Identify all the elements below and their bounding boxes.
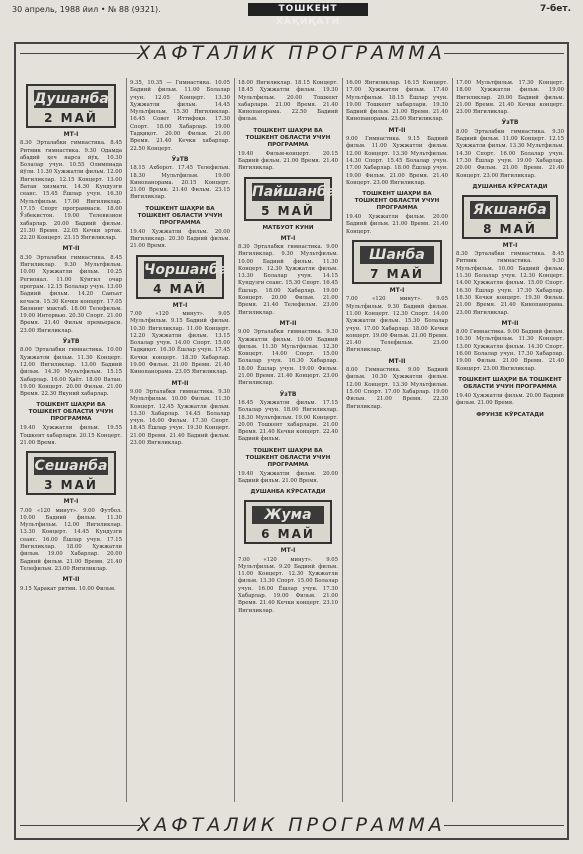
section-heading: ДУШАНБА КЎРСАТАДИ [250, 489, 326, 496]
day-name: Сешанба [34, 458, 108, 475]
day-heading-wednesday [136, 255, 229, 299]
channel-label: МТ-II [62, 576, 80, 584]
day-name: Жума [252, 506, 324, 524]
listing: 9.00 Эрталабки гимнастика. 9.30 Ҳужжатли фильм. 10.00 Бадиий фильм. 11.30 Мультфильм. 12.30 Концерт. 14.00 Спорт. 15.00 Болалар учун. 16.30 Хабарлар. 18.00 Ёшлар учун. 19.00 Фильм. 21.00 Время. 21.40 Концерт. 23.00 Янгиликлар. [238, 329, 338, 387]
page-number: 7-бет. [539, 4, 571, 14]
listing: 19.40 Ҳужжатли фильм. 19.55 Тошкент хабарлари. 20.15 Концерт. 21.00 Время. [20, 425, 122, 446]
section-heading: ТОШКЕНТ ШАҲРИ ВА ТОШКЕНТ ОБЛАСТИ УЧУН ПРОГРАММА [458, 376, 562, 390]
listing: 9.00 Гимнастика. 9.15 Бадиий фильм. 11.00 Ҳужжатли фильм. 12.00 Концерт. 13.30 Мультфильм. 14.30 Спорт. 15.45 Болалар учун. 17.00 Хабарлар. 18.00 Ёшлар учун. 19.00 Фильм. 21.00 Время. 21.40 Концерт. 23.00 Янгиликлар. [346, 136, 448, 186]
listing: 8.00 Эрталабки гимнастика. 9.30 Бадиий фильм. 11.00 Концерт. 12.15 Ҳужжатли фильм. 13.30 Мультфильм. 14.30 Спорт. 16.00 Болалар учун. 17.30 Ёшлар учун. 19.00 Хабарлар. 20.00 Фильм. 21.00 Время. 21.40 Концерт. 23.00 Янгиликлар. [456, 128, 564, 179]
channel-label: МТ-II [501, 319, 519, 327]
listing: 7.00 «120 минут». 9.05 Мультфильм. 9.20 Бадиий фильм. 11.00 Концерт. 12.30 Ҳужжатли фильм. 13.30 Спорт. 15.00 Болалар учун. 16.00 Ёшлар учун. 17.30 Хабарлар. 19.00 Фильм. 21.00 Время. 21.40 Кечки концерт. 23.10 Янгиликлар. [238, 556, 338, 614]
section-heading: ТОШКЕНТ ШАҲРИ ВА ТОШКЕНТ ОБЛАСТИ УЧУН ПРОГРАММА [137, 205, 223, 226]
channel-label: МТ-I [63, 498, 79, 506]
listing: 9.35, 10.35 — Гимнастика. 10.05 Бадиий фильм. 11.00 Болалар учун. 12.05 Концерт. 13.30 Ҳужжатли фильм. 14.45 Мультфильм. 15.30 Янгиликлар. 16.45 Совет Иттифоқи. 17.30 Спорт. 18.00 Хабарлар. 19.00 Тадқиқот. 20.00 Фильм. 21.00 Время. 21.40 Кечки хабарлар. 22.50 Концерт. [130, 80, 230, 152]
listing: 8.00 Эрталабки гимнастика. 10.00 Ҳужжатли фильм. 11.30 Концерт. 12.00 Янгиликлар. 13.00 Бадиий фильм. 14.30 Мультфильм. 15.15 Хабарлар. 16.00 Ҳаёт. 18.00 Ватан. 19.00 Концерт. 20.00 Фильм. 21.00 Время. 22.30 Якуний хабарлар. [20, 347, 122, 398]
column-rule [342, 78, 343, 802]
channel-label: МТ-II [279, 319, 297, 327]
banner-title: ХАФТАЛИК ПРОГРАММА [137, 42, 446, 64]
column-rule [452, 78, 453, 802]
day-heading-thursday [244, 177, 337, 221]
day-date: 5 МАЙ [261, 203, 315, 218]
day-heading-saturday [352, 240, 442, 284]
column-rule [234, 78, 235, 802]
banner-bottom [14, 808, 569, 838]
channel-label: МТ-I [172, 301, 188, 309]
banner-top [14, 36, 569, 66]
listing: 16.00 Янгиликлар. 16.15 Концерт. 17.00 Ҳужжатли фильм. 17.40 Мультфильм. 18.15 Ёшлар учун. 19.00 Тошкент хабарлари. 19.30 Бадиий фильм. 21.00 Время. 21.40 Кинопанорама. 23.00 Янгиликлар. [346, 80, 448, 123]
listing: 7.00 «120 минут». 9.00 Футбол. 10.00 Бадиий фильм. 11.30 Мультфильм. 12.00 Янгиликлар. 13.30 Концерт. 14.45 Кундузги сеанс. 16.00 Ёшлар учун. 17.15 Янгиликлар. 18.00 Ҳужжатли фильм. 19.00 Хабарлар. 20.00 Бадиий фильм. 21.00 Время. 21.40 Телефильм. 23.00 Янгиликлар. [20, 507, 122, 572]
column-2 [130, 80, 230, 806]
channel-label: МТ-I [63, 131, 79, 138]
channel-label: МТ-I [502, 241, 518, 249]
section-heading: ДУШАНБА КЎРСАТАДИ [472, 183, 548, 190]
channel-label: МТ-II [62, 245, 80, 253]
channel-label: ЎзТВ [279, 390, 297, 398]
issue-date: 30 апрель, 1988 йил • № 88 (9321). [12, 5, 161, 14]
channel-label: МТ-I [280, 547, 296, 555]
column-1 [20, 80, 122, 806]
day-name: Пайшанба [252, 183, 337, 200]
listing: 7.00 «120 минут». 9.05 Мультфильм. 9.15 Бадиий фильм. 10.30 Янгиликлар. 11.00 Концерт. 12.20 Ҳужжатли фильм. 13.15 Болалар учун. 14.00 Спорт. 15.00 Тадқиқот. 16.30 Ёшлар учун. 17.45 Кечки концерт. 18.30 Хабарлар. 19.00 Фильм. 21.00 Время. 21.40 Кинопанорама. 23.05 Янгиликлар. [130, 310, 230, 376]
section-heading: ТОШКЕНТ ШАҲРИ ВА ТОШКЕНТ ОБЛАСТИ УЧУН ПРОГРАММА [245, 127, 331, 148]
day-date: 3 МАЙ [44, 478, 98, 493]
listing: 19.40 Ҳужжатли фильм. 20.00 Бадиий фильм. 21.00 Время. [456, 392, 564, 407]
channel-label: МТ-II [171, 379, 189, 387]
listing: 9.15 Ҳаракат ритми. 10.00 Фильм. [20, 585, 116, 592]
listing: 8.30 Эрталабки гимнастика. 9.00 Янгиликлар. 9.30 Мультфильм. 10.00 Бадиий фильм. 11.30 Концерт. 12.30 Ҳужжатли фильм. 13.30 Болалар учун. 14.15 Кундузги сеанс. 15.30 Спорт. 16.45 Ёшлар. 18.00 Хабарлар. 19.00 Концерт. 20.00 Фильм. 21.00 Время. 21.40 Телефильм. 23.00 Янгиликлар. [238, 243, 338, 316]
day-date: 7 МАЙ [370, 267, 424, 282]
column-3 [238, 80, 338, 806]
channel-label: ЎзТВ [171, 155, 189, 163]
listing: 8.30 Эрталабки гимнастика. 8.45 Ритмик гимнастика. 9.30 Мультфильм. 10.00 Бадиий фильм. 11.30 Болалар учун. 12.30 Концерт. 14.00 Ҳужжатли фильм. 15.00 Спорт. 16.30 Ёшлар учун. 17.30 Хабарлар. 18.30 Кечки концерт. 19.30 Фильм. 21.00 Время. 21.40 Кинопанорама. 23.00 Янгиликлар. [456, 251, 564, 316]
masthead [0, 0, 583, 27]
channel-label: ЎзТВ [501, 119, 519, 127]
listing: 8.00 Гимнастика. 9.00 Бадиий фильм. 10.30 Мультфильм. 11.30 Концерт. 13.00 Ҳужжатли фильм. 14.30 Спорт. 16.00 Болалар учун. 17.30 Хабарлар. 19.00 Фильм. 21.00 Время. 21.40 Концерт. 23.00 Янгиликлар. [456, 329, 564, 372]
listing: 8.30 Эрталабки гимнастика. 8.45 Ритмик гимнастика. 9.30 Одамда абадий ҳеч нарса йўқ. 10.30 Болалар учун. 10.55 Олимпиада йўли. 11.30 Хужжатли фильм. 12.00 Янгиликлар. 12.15 Концерт. 13.00 Ватан хизмати. 14.30 Кундузги сеанс. 15.45 Ёшлар учун. 16.30 Мультфильм. 17.00 Янгиликлар. 17.15 Спорт программаси. 18.00 Ўзбекистон. 19.00 Телевизион хабарлар. 20.00 Бадиий фильм. 21.30 Время. 22.05 Кечки эртак. 22.20 Концерт. 23.15 Янгиликлар. [20, 140, 122, 242]
listing: 16.45 Хужжатли фильм. 17.15 Болалар учун. 18.00 Янгиликлар. 18.30 Мультфильм. 19.00 Концерт. 20.00 Тошкент хабарлари. 21.00 Время. 21.40 Кечки концерт. 22.40 Бадиий фильм. [238, 399, 338, 443]
day-name: Чоршанба [144, 261, 229, 278]
column-rule [126, 78, 127, 802]
listing: 19.40 Ҳужжатли фильм. 20.00 Бадиий фильм. 21.00 Время. 21.40 Концерт. [346, 214, 448, 235]
section-heading: ТОШКЕНТ ШАҲРИ ВА ТОШКЕНТ ОБЛАСТИ УЧУН ПРОГРАММА [28, 402, 114, 423]
day-date: 2 МАЙ [44, 111, 98, 125]
column-5 [456, 80, 564, 806]
listing: 8.30 Эрталабки гимнастика. 8.45 Янгиликлар. 9.30 Мультфильм. 10.00 Хужжатли фильм. 10.25 Регионал. 11.00 Кўнгил очар програм. 12.15 Болалар учун. 13.00 Бадиий фильм. 14.20 Санъат кечаси. 15.30 Кечки концерт. 17.05 Бизнинг мактаб. 18.00 Телефильм. 19.00 Интервью. 20.30 Спорт. 21.00 Время. 21.40 Фильм премьераси. 23.00 Янгиликлар. [20, 254, 122, 334]
section-heading: ТОШКЕНТ ШАҲРИ ВА ТОШКЕНТ ОБЛАСТИ УЧУН ПРОГРАММА [354, 191, 440, 212]
day-name: Шанба [360, 246, 434, 264]
section-heading: ФРУНЗЕ КЎРСАТАДИ [476, 411, 544, 418]
channel-label: МТ-I [280, 234, 296, 242]
section-heading: ТОШКЕНТ ШАҲРИ ВА ТОШКЕНТ ОБЛАСТИ УЧУН ПРОГРАММА [245, 447, 331, 468]
listing: 18.00 Янгиликлар. 18.15 Концерт. 18.45 Ҳужжатли фильм. 19.30 Мультфильм. 20.00 Тошкент хабарлари. 21.00 Время. 21.40 Кинопанорама. 22.50 Бадиий фильм. [238, 80, 338, 123]
listing: 18.15 Ахборот. 17.45 Телефильм. 18.30 Мультфильм. 19.00 Кинопанорама. 20.15 Концерт. 21.00 Время. 21.40 Фильм. 23.15 Янгиликлар. [130, 165, 230, 201]
day-heading-friday [244, 500, 332, 544]
day-date: 6 МАЙ [261, 527, 315, 542]
channel-label: ЎзТВ [62, 338, 80, 346]
channel-label: МТ-II [388, 357, 406, 365]
channel-label: МТ-I [389, 287, 405, 295]
day-heading-monday [26, 84, 116, 128]
day-heading-tuesday [26, 451, 116, 495]
paper-title: ТОШКЕНТ ХАҚИҚАТИ [248, 3, 368, 16]
listing: 19.40 Ҳужжатли фильм. 20.00 Янгиликлар. 20.30 Бадиий фильм. 21.00 Время. [130, 228, 230, 250]
listing: 7.00 «120 минут». 9.05 Мультфильм. 9.30 Бадиий фильм. 11.00 Концерт. 12.30 Спорт. 14.00 Ҳужжатли фильм. 15.30 Болалар учун. 17.00 Хабарлар. 18.00 Кечки концерт. 19.00 Фильм. 21.00 Время. 21.40 Телефильм. 23.00 Янгиликлар. [346, 296, 448, 354]
day-subtitle: МАТБУОТ КУНИ [262, 224, 314, 231]
listing: 9.00 Эрталабки гимнастика. 9.30 Мультфильм. 10.00 Фильм. 11.30 Концерт. 12.45 Ҳужжатли фильм. 13.30 Хабарлар. 14.45 Болалар учун. 16.00 Фильм. 17.30 Спорт. 18.45 Ёшлар учун. 19.30 Концерт. 21.00 Время. 21.40 Бадиий фильм. 23.00 Янгиликлар. [130, 388, 230, 446]
column-4 [346, 80, 448, 806]
day-date: 8 МАЙ [483, 221, 537, 236]
day-heading-sunday [462, 195, 558, 239]
banner-title: ХАФТАЛИК ПРОГРАММА [137, 814, 446, 836]
listing: 19.40 Фильм-концерт. 20.15 Бадиий фильм. 21.00 Время. 21.40 Янгиликлар. [238, 150, 338, 172]
listing: 17.00 Мультфильм. 17.30 Концерт. 18.00 Ҳужжатли фильм. 19.00 Янгиликлар. 20.00 Бадиий фильм. 21.00 Время. 21.40 Кечки концерт. 23.00 Янгиликлар. [456, 80, 564, 116]
listing: 19.40 Ҳужжатли фильм. 20.00 Бадиий фильм. 21.00 Время. [238, 470, 338, 484]
day-date: 4 МАЙ [153, 281, 207, 296]
day-name: Якшанба [470, 201, 550, 219]
day-name: Душанба [34, 91, 109, 107]
listing: 8.00 Гимнастика. 9.00 Бадиий фильм. 10.30 Ҳужжатли фильм. 12.00 Концерт. 13.30 Мультфильм. 15.00 Спорт. 17.00 Хабарлар. 19.00 Фильм. 21.00 Время. 22.30 Янгиликлар. [346, 367, 448, 410]
channel-label: МТ-II [388, 126, 406, 134]
